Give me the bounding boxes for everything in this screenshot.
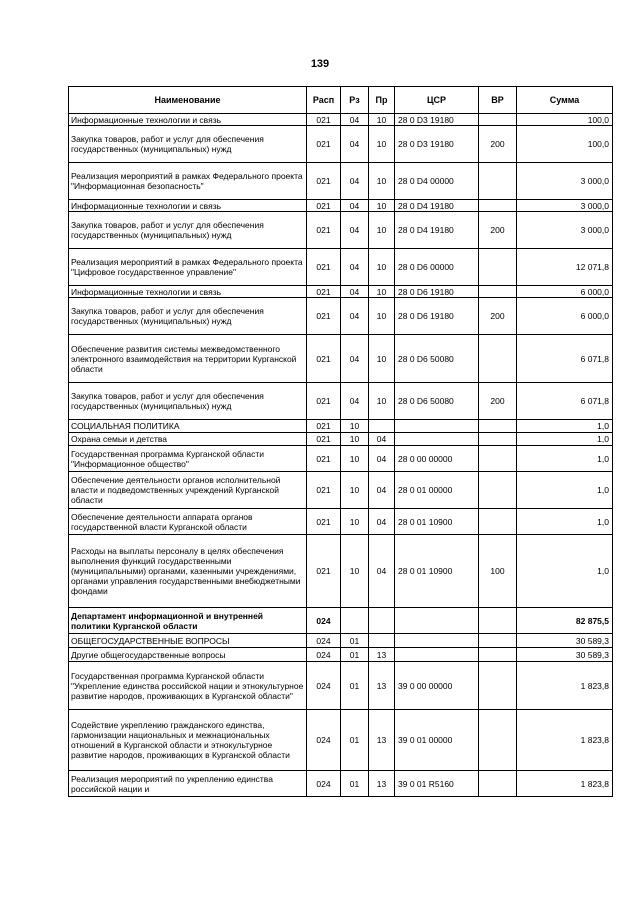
cell-rasp: 021 (307, 433, 341, 446)
cell-rz: 04 (341, 298, 369, 335)
cell-sum: 3 000,0 (517, 212, 613, 249)
cell-name: Государственная программа Курганской области "Укрепление единства российской нации и этнокультурное развитие народов, проживающих в Курганской области" (69, 662, 307, 710)
cell-csr (395, 648, 479, 662)
cell-csr (395, 634, 479, 648)
cell-rz: 10 (341, 472, 369, 509)
cell-csr: 28 0 D4 00000 (395, 163, 479, 200)
header-sum: Сумма (517, 87, 613, 114)
cell-rz: 04 (341, 335, 369, 383)
cell-rz: 04 (341, 383, 369, 420)
cell-rz: 04 (341, 126, 369, 163)
cell-rasp: 021 (307, 200, 341, 212)
cell-csr: 28 0 01 10900 (395, 535, 479, 608)
header-name: Наименование (69, 87, 307, 114)
cell-csr: 28 0 D6 19180 (395, 286, 479, 298)
cell-sum: 12 071,8 (517, 249, 613, 286)
table-row (69, 335, 613, 383)
cell-pr: 10 (369, 383, 395, 420)
cell-name: Расходы на выплаты персоналу в целях обеспечения выполнения функций государственными (муниципальными) органами, казенными учреждениями, органами управления государственными внебюджетными фондами (69, 535, 307, 608)
cell-rz: 01 (341, 771, 369, 797)
cell-sum: 1 823,8 (517, 662, 613, 710)
table-row (69, 200, 613, 212)
cell-name: ОБЩЕГОСУДАРСТВЕННЫЕ ВОПРОСЫ (69, 634, 307, 648)
cell-pr: 13 (369, 710, 395, 771)
cell-pr: 13 (369, 648, 395, 662)
cell-pr: 10 (369, 200, 395, 212)
cell-sum: 6 000,0 (517, 298, 613, 335)
cell-rz: 01 (341, 662, 369, 710)
cell-rz: 10 (341, 509, 369, 535)
cell-csr: 28 0 00 00000 (395, 446, 479, 472)
cell-vr: 200 (479, 298, 517, 335)
cell-rasp: 021 (307, 298, 341, 335)
cell-vr (479, 472, 517, 509)
table-row (69, 383, 613, 420)
cell-vr (479, 710, 517, 771)
cell-name: Реализация мероприятий в рамках Федерального проекта "Цифровое государственное управление" (69, 249, 307, 286)
cell-name: Обеспечение деятельности органов исполнительной власти и подведомственных учреждений Курганской области (69, 472, 307, 509)
table-row (69, 420, 613, 433)
cell-rasp: 021 (307, 335, 341, 383)
cell-vr (479, 286, 517, 298)
cell-csr: 28 0 D6 50080 (395, 335, 479, 383)
cell-csr: 28 0 D3 19180 (395, 114, 479, 126)
cell-rz: 04 (341, 114, 369, 126)
cell-pr: 10 (369, 114, 395, 126)
cell-vr (479, 249, 517, 286)
cell-vr: 200 (479, 126, 517, 163)
cell-name: Закупка товаров, работ и услуг для обеспечения государственных (муниципальных) нужд (69, 383, 307, 420)
cell-pr: 10 (369, 249, 395, 286)
cell-sum: 1,0 (517, 472, 613, 509)
cell-pr: 10 (369, 335, 395, 383)
cell-rasp: 021 (307, 446, 341, 472)
table-row (69, 472, 613, 509)
cell-pr: 04 (369, 535, 395, 608)
table-row (69, 433, 613, 446)
cell-rasp: 021 (307, 249, 341, 286)
cell-rz: 01 (341, 634, 369, 648)
header-rasp: Расп (307, 87, 341, 114)
cell-name: Информационные технологии и связь (69, 114, 307, 126)
cell-name: Реализация мероприятий по укреплению единства российской нации и (69, 771, 307, 797)
cell-csr: 28 0 D6 50080 (395, 383, 479, 420)
cell-rasp: 021 (307, 114, 341, 126)
cell-vr: 100 (479, 535, 517, 608)
header-pr: Пр (369, 87, 395, 114)
cell-csr: 28 0 D4 19180 (395, 200, 479, 212)
cell-name: Другие общегосударственные вопросы (69, 648, 307, 662)
cell-rz: 10 (341, 433, 369, 446)
cell-name: Охрана семьи и детства (69, 433, 307, 446)
cell-rz (341, 608, 369, 634)
table-row (69, 509, 613, 535)
cell-rasp: 024 (307, 608, 341, 634)
cell-vr (479, 200, 517, 212)
cell-rasp: 024 (307, 710, 341, 771)
cell-pr: 13 (369, 771, 395, 797)
table-row (69, 710, 613, 771)
cell-sum: 1,0 (517, 420, 613, 433)
cell-vr (479, 662, 517, 710)
cell-name: Обеспечение развития системы межведомственного электронного взаимодействия на территории Курганской области (69, 335, 307, 383)
cell-vr (479, 648, 517, 662)
cell-vr (479, 114, 517, 126)
table-row (69, 298, 613, 335)
cell-name: Реализация мероприятий в рамках Федерального проекта "Информационная безопасность" (69, 163, 307, 200)
table-row (69, 163, 613, 200)
cell-csr: 28 0 01 00000 (395, 472, 479, 509)
cell-pr: 10 (369, 163, 395, 200)
cell-pr (369, 634, 395, 648)
cell-pr (369, 420, 395, 433)
cell-csr: 28 0 D3 19180 (395, 126, 479, 163)
cell-pr: 04 (369, 472, 395, 509)
cell-rasp: 024 (307, 662, 341, 710)
cell-rz: 04 (341, 212, 369, 249)
cell-sum: 6 071,8 (517, 383, 613, 420)
page-number: 139 (310, 58, 330, 70)
cell-csr (395, 608, 479, 634)
cell-rasp: 021 (307, 212, 341, 249)
cell-vr (479, 420, 517, 433)
cell-csr: 39 0 01 00000 (395, 710, 479, 771)
cell-sum: 1,0 (517, 446, 613, 472)
cell-pr: 10 (369, 298, 395, 335)
table-row (69, 114, 613, 126)
cell-csr (395, 433, 479, 446)
table-row (69, 648, 613, 662)
cell-vr: 200 (479, 383, 517, 420)
cell-csr (395, 420, 479, 433)
cell-name: Департамент информационной и внутренней политики Курганской области (69, 608, 307, 634)
cell-name: СОЦИАЛЬНАЯ ПОЛИТИКА (69, 420, 307, 433)
cell-sum: 1 823,8 (517, 771, 613, 797)
table-row (69, 535, 613, 608)
cell-rz: 10 (341, 420, 369, 433)
cell-rz: 10 (341, 446, 369, 472)
cell-pr (369, 608, 395, 634)
cell-sum: 100,0 (517, 114, 613, 126)
cell-sum: 30 589,3 (517, 634, 613, 648)
table-row (69, 286, 613, 298)
cell-csr: 39 0 01 R5160 (395, 771, 479, 797)
cell-csr: 28 0 01 10900 (395, 509, 479, 535)
cell-name: Закупка товаров, работ и услуг для обеспечения государственных (муниципальных) нужд (69, 126, 307, 163)
cell-rasp: 021 (307, 286, 341, 298)
cell-vr (479, 634, 517, 648)
cell-pr: 04 (369, 433, 395, 446)
cell-sum: 1,0 (517, 535, 613, 608)
cell-pr: 10 (369, 126, 395, 163)
cell-sum: 3 000,0 (517, 163, 613, 200)
table-row (69, 212, 613, 249)
cell-csr: 28 0 D6 19180 (395, 298, 479, 335)
cell-sum: 82 875,5 (517, 608, 613, 634)
cell-csr: 39 0 00 00000 (395, 662, 479, 710)
header-vr: ВР (479, 87, 517, 114)
cell-csr: 28 0 D4 19180 (395, 212, 479, 249)
cell-sum: 3 000,0 (517, 200, 613, 212)
cell-rz: 04 (341, 286, 369, 298)
cell-sum: 1,0 (517, 509, 613, 535)
cell-vr (479, 335, 517, 383)
cell-name: Государственная программа Курганской области "Информационное общество" (69, 446, 307, 472)
cell-sum: 6 000,0 (517, 286, 613, 298)
table-row (69, 126, 613, 163)
cell-rasp: 021 (307, 126, 341, 163)
header-csr: ЦСР (395, 87, 479, 114)
cell-vr (479, 608, 517, 634)
cell-sum: 1,0 (517, 433, 613, 446)
cell-name: Закупка товаров, работ и услуг для обеспечения государственных (муниципальных) нужд (69, 298, 307, 335)
cell-vr (479, 509, 517, 535)
cell-vr (479, 771, 517, 797)
cell-rasp: 021 (307, 383, 341, 420)
cell-rasp: 021 (307, 420, 341, 433)
table-row (69, 608, 613, 634)
cell-sum: 30 589,3 (517, 648, 613, 662)
cell-pr: 13 (369, 662, 395, 710)
table-row (69, 771, 613, 797)
cell-pr: 10 (369, 286, 395, 298)
cell-sum: 1 823,8 (517, 710, 613, 771)
cell-sum: 100,0 (517, 126, 613, 163)
cell-rz: 04 (341, 200, 369, 212)
table-row (69, 249, 613, 286)
cell-rasp: 024 (307, 634, 341, 648)
cell-csr: 28 0 D6 00000 (395, 249, 479, 286)
cell-name: Закупка товаров, работ и услуг для обеспечения государственных (муниципальных) нужд (69, 212, 307, 249)
cell-rasp: 021 (307, 535, 341, 608)
cell-pr: 04 (369, 446, 395, 472)
header-rz: Рз (341, 87, 369, 114)
cell-name: Информационные технологии и связь (69, 286, 307, 298)
budget-table (68, 86, 613, 797)
cell-pr: 10 (369, 212, 395, 249)
table-row (69, 446, 613, 472)
cell-sum: 6 071,8 (517, 335, 613, 383)
cell-vr (479, 446, 517, 472)
table-header-row (69, 87, 613, 114)
cell-rasp: 021 (307, 509, 341, 535)
cell-name: Содействие укреплению гражданского единства, гармонизации национальных и межнациональных отношений в Курганской области и этнокультурное развитие народов, проживающих в Курганской области (69, 710, 307, 771)
cell-rz: 04 (341, 249, 369, 286)
table-row (69, 634, 613, 648)
cell-rasp: 021 (307, 472, 341, 509)
cell-pr: 04 (369, 509, 395, 535)
cell-rasp: 021 (307, 163, 341, 200)
cell-rz: 01 (341, 710, 369, 771)
cell-rasp: 024 (307, 648, 341, 662)
cell-vr (479, 163, 517, 200)
cell-vr (479, 433, 517, 446)
table-body (69, 114, 613, 797)
cell-vr: 200 (479, 212, 517, 249)
cell-rz: 01 (341, 648, 369, 662)
cell-rasp: 024 (307, 771, 341, 797)
cell-name: Обеспечение деятельности аппарата органов государственной власти Курганской области (69, 509, 307, 535)
cell-rz: 10 (341, 535, 369, 608)
cell-name: Информационные технологии и связь (69, 200, 307, 212)
table-row (69, 662, 613, 710)
cell-rz: 04 (341, 163, 369, 200)
